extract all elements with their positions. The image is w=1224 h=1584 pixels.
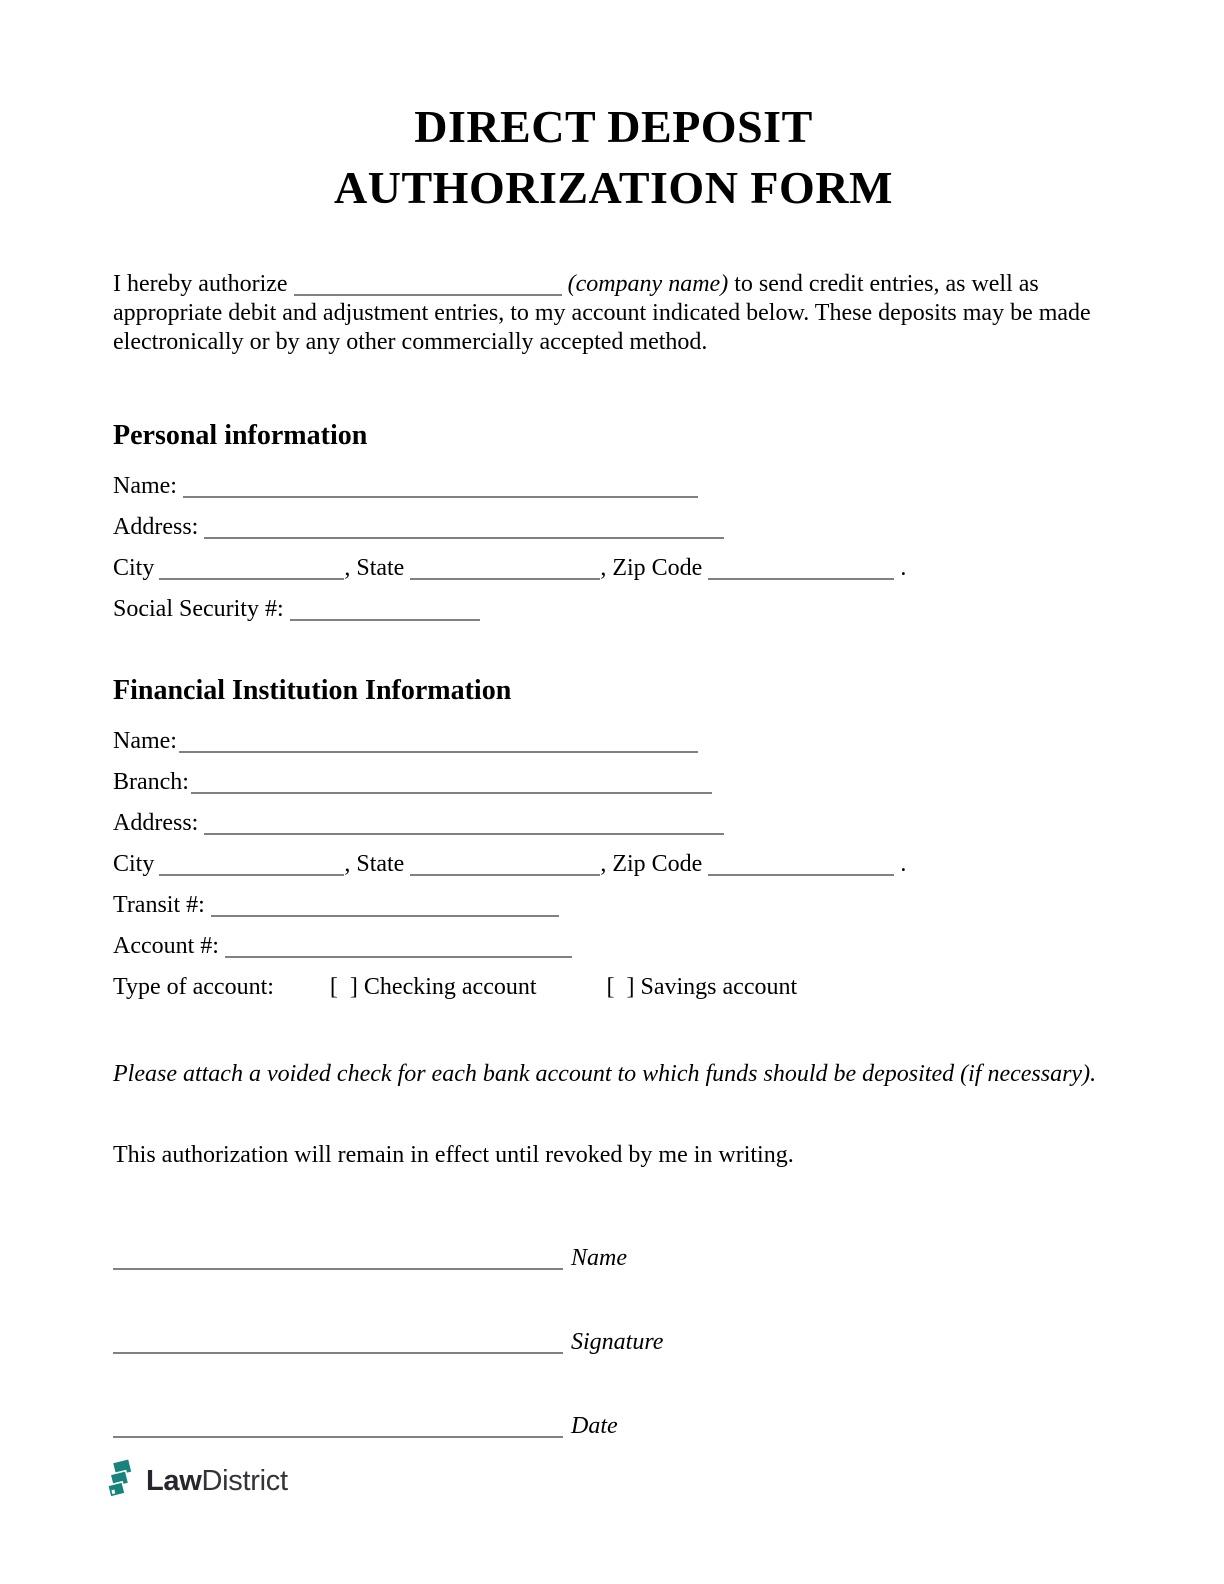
signature-name-label: Name bbox=[571, 1245, 627, 1271]
financial-state-blank[interactable] bbox=[410, 873, 600, 876]
account-type-label: Type of account: bbox=[113, 974, 274, 1000]
financial-address-label: Address: bbox=[113, 810, 199, 836]
personal-address-label: Address: bbox=[113, 514, 199, 540]
brand-name-bold: Law bbox=[146, 1464, 202, 1497]
comma-separator: , bbox=[344, 851, 351, 877]
financial-transit-blank[interactable] bbox=[211, 914, 559, 917]
financial-branch-row bbox=[113, 768, 1114, 797]
personal-zip-label: Zip Code bbox=[612, 555, 703, 581]
period-separator: . bbox=[900, 555, 907, 581]
page-title bbox=[113, 96, 1114, 218]
personal-ssn-blank[interactable] bbox=[290, 618, 480, 621]
financial-transit-row bbox=[113, 891, 1114, 920]
financial-address-row bbox=[113, 809, 1114, 838]
signature-date-line[interactable] bbox=[113, 1435, 563, 1438]
signature-date-label: Date bbox=[571, 1413, 618, 1439]
financial-city-label: City bbox=[113, 851, 155, 877]
document-content bbox=[0, 96, 1224, 1441]
comma-separator: , bbox=[344, 555, 351, 581]
savings-checkbox[interactable]: [ ] bbox=[606, 974, 635, 1000]
personal-city-label: City bbox=[113, 555, 155, 581]
intro-line2: appropriate debit and adjustment entries, to my account indicated below. These deposits may be made bbox=[113, 300, 1091, 326]
personal-state-label: State bbox=[356, 555, 405, 581]
financial-account-label: Account #: bbox=[113, 933, 219, 959]
personal-name-label: Name: bbox=[113, 473, 177, 499]
company-name-hint: (company name) bbox=[567, 271, 729, 297]
account-type-row bbox=[113, 973, 1114, 1002]
signature-date-row bbox=[113, 1412, 1114, 1441]
signature-signature-label: Signature bbox=[571, 1329, 664, 1355]
brand-name-regular: District bbox=[201, 1464, 288, 1497]
intro-lead: I hereby authorize bbox=[113, 271, 288, 297]
checking-checkbox[interactable]: [ ] bbox=[329, 974, 358, 1000]
signature-name-row bbox=[113, 1244, 1114, 1273]
financial-branch-blank[interactable] bbox=[191, 791, 712, 794]
financial-branch-label: Branch: bbox=[113, 769, 189, 795]
financial-zip-blank[interactable] bbox=[708, 873, 894, 876]
intro-line1-rest: to send credit entries, as well as bbox=[734, 271, 1039, 297]
checking-account-label: Checking account bbox=[363, 974, 537, 1000]
comma-separator: , bbox=[600, 555, 607, 581]
personal-city-blank[interactable] bbox=[159, 577, 344, 580]
personal-address-blank[interactable] bbox=[204, 536, 724, 539]
title-line-1: DIRECT DEPOSIT bbox=[414, 101, 813, 152]
signature-signature-line[interactable] bbox=[113, 1351, 563, 1354]
personal-city-state-zip-row bbox=[113, 554, 1114, 583]
personal-name-row bbox=[113, 472, 1114, 501]
revocation-note: This authorization will remain in effect until revoked by me in writing. bbox=[113, 1142, 794, 1168]
personal-address-row bbox=[113, 513, 1114, 542]
financial-zip-label: Zip Code bbox=[612, 851, 703, 877]
savings-account-label: Savings account bbox=[640, 974, 798, 1000]
financial-name-label: Name: bbox=[113, 728, 177, 754]
lawdistrict-logo bbox=[103, 1458, 288, 1504]
personal-state-blank[interactable] bbox=[410, 577, 600, 580]
financial-account-row bbox=[113, 932, 1114, 961]
lawdistrict-stacked-cards-icon bbox=[103, 1458, 139, 1504]
personal-zip-blank[interactable] bbox=[708, 577, 894, 580]
company-name-blank[interactable] bbox=[294, 293, 562, 296]
comma-separator: , bbox=[600, 851, 607, 877]
personal-ssn-label: Social Security #: bbox=[113, 596, 284, 622]
voided-check-note: Please attach a voided check for each bank account to which funds should be deposited (if necessary). bbox=[113, 1061, 1097, 1087]
financial-name-row bbox=[113, 727, 1114, 756]
financial-account-blank[interactable] bbox=[225, 955, 572, 958]
signature-signature-row bbox=[113, 1328, 1114, 1357]
financial-name-blank[interactable] bbox=[179, 750, 698, 753]
financial-state-label: State bbox=[356, 851, 405, 877]
signature-name-line[interactable] bbox=[113, 1267, 563, 1270]
title-line-2: AUTHORIZATION FORM bbox=[334, 162, 893, 213]
financial-city-blank[interactable] bbox=[159, 873, 344, 876]
financial-section-heading: Financial Institution Information bbox=[113, 675, 512, 706]
financial-city-state-zip-row bbox=[113, 850, 1114, 879]
personal-ssn-row bbox=[113, 595, 1114, 624]
financial-address-blank[interactable] bbox=[204, 832, 724, 835]
period-separator: . bbox=[900, 851, 907, 877]
financial-transit-label: Transit #: bbox=[113, 892, 205, 918]
intro-paragraph bbox=[113, 270, 1114, 357]
intro-line3: electronically or by any other commercially accepted method. bbox=[113, 329, 708, 355]
personal-section-heading: Personal information bbox=[113, 420, 368, 451]
personal-name-blank[interactable] bbox=[183, 495, 698, 498]
